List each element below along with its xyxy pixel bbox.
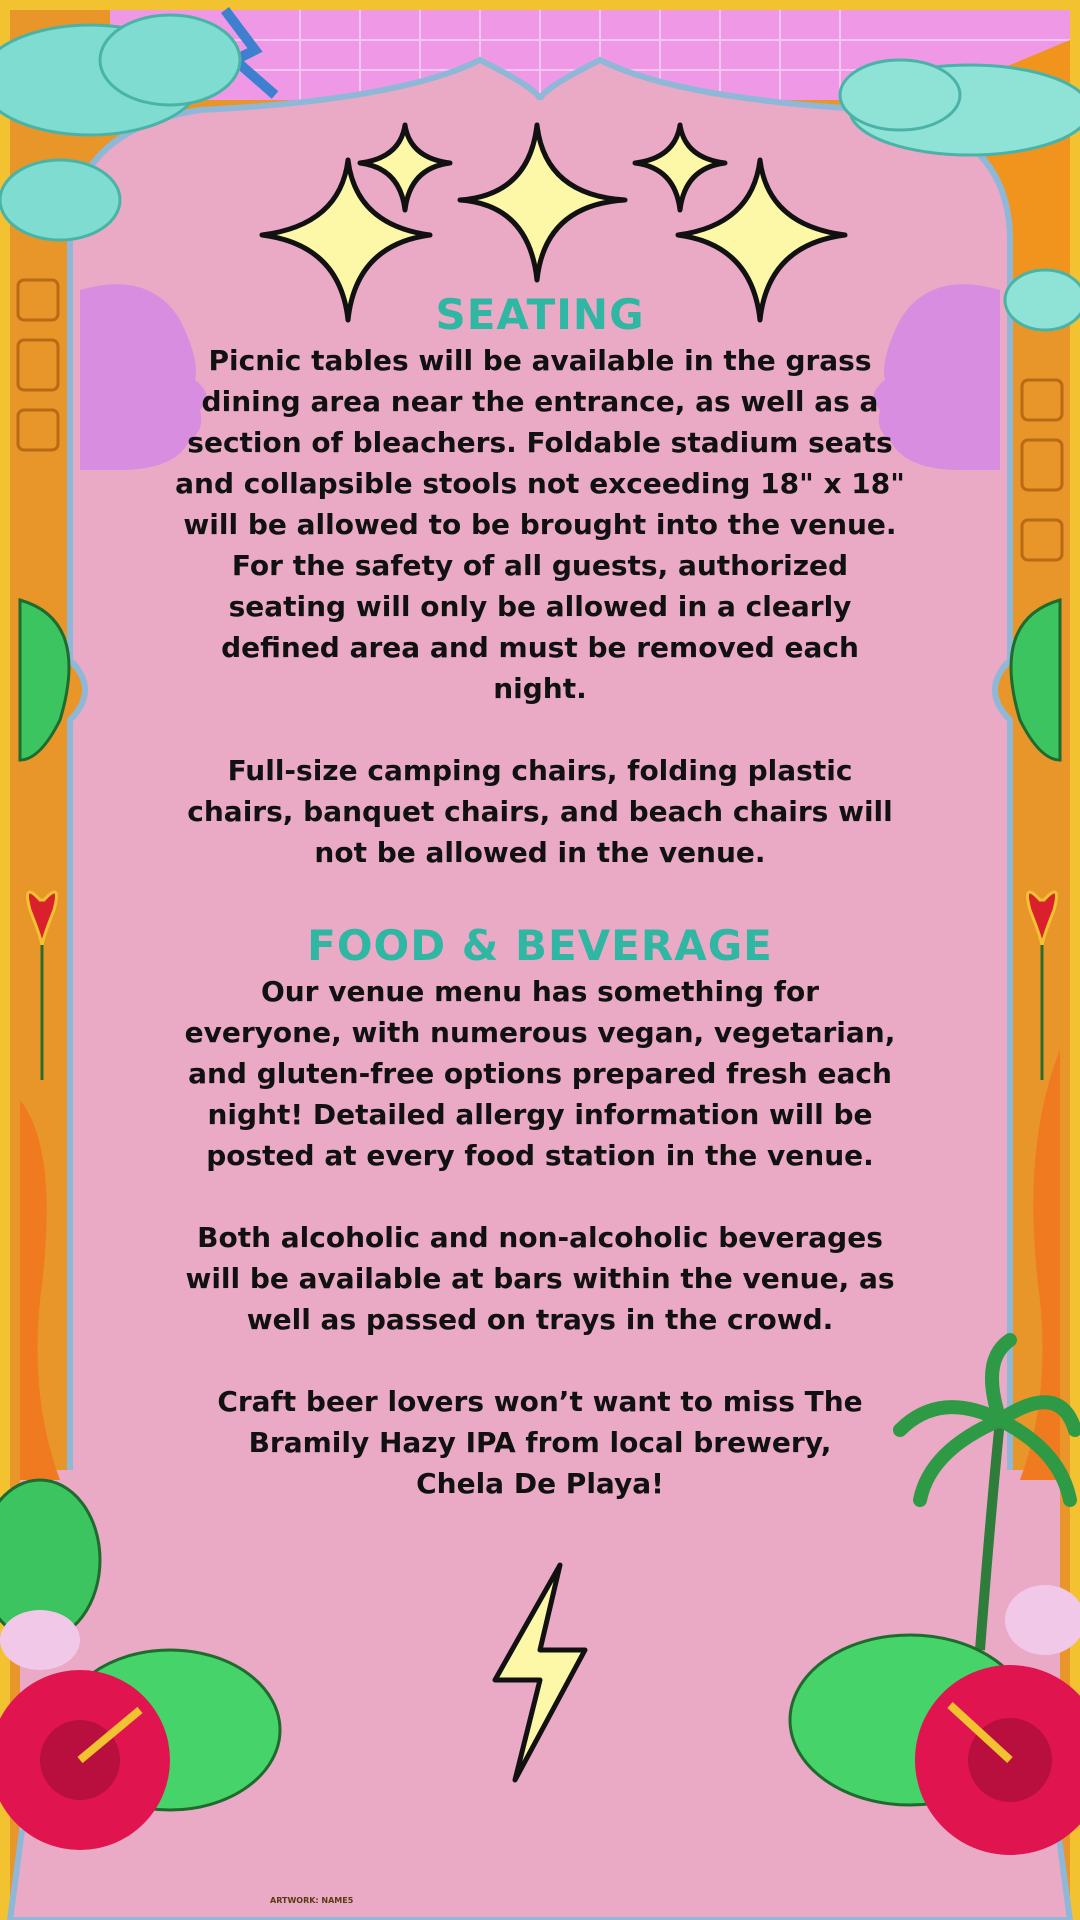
- food-paragraph-1: Our venue menu has something for everyone, with numerous vegan, vegetarian, and gluten-free options prepared fresh each night! Detailed allergy information will be posted at every food station in the venue.: [184, 975, 896, 1172]
- artwork-credit: ARTWORK: NAME5: [270, 1896, 354, 1905]
- seating-paragraph-1: Picnic tables will be available in the grass dining area near the entrance, as well as a section of bleachers. Foldable stadium seats and collapsible stools not exceeding 18" x 18" will be allowed to be brought into the venue. For the safety of all guests, authorized seating will only be allowed in a clearly defined area and must be removed each night.: [175, 344, 905, 705]
- spacer: [170, 873, 910, 921]
- food-paragraph-3: Craft beer lovers won’t want to miss The Bramily Hazy IPA from local brewery, Chela De Playa!: [217, 1385, 863, 1500]
- spacer: [170, 1176, 910, 1217]
- small-flower-left: [0, 1610, 80, 1670]
- food-beverage-section: [170, 921, 910, 1504]
- spacer: [170, 709, 910, 750]
- seating-paragraph-2: Full-size camping chairs, folding plastic chairs, banquet chairs, and beach chairs will not be allowed in the venue.: [187, 754, 893, 869]
- food-paragraph-2: Both alcoholic and non-alcoholic beverages will be available at bars within the venue, as well as passed on trays in the crowd.: [185, 1221, 895, 1336]
- content-column: [170, 290, 910, 1504]
- food-beverage-heading: FOOD & BEVERAGE: [307, 921, 773, 970]
- seating-section: [170, 290, 910, 873]
- spacer: [170, 1340, 910, 1381]
- seating-heading: SEATING: [435, 290, 645, 339]
